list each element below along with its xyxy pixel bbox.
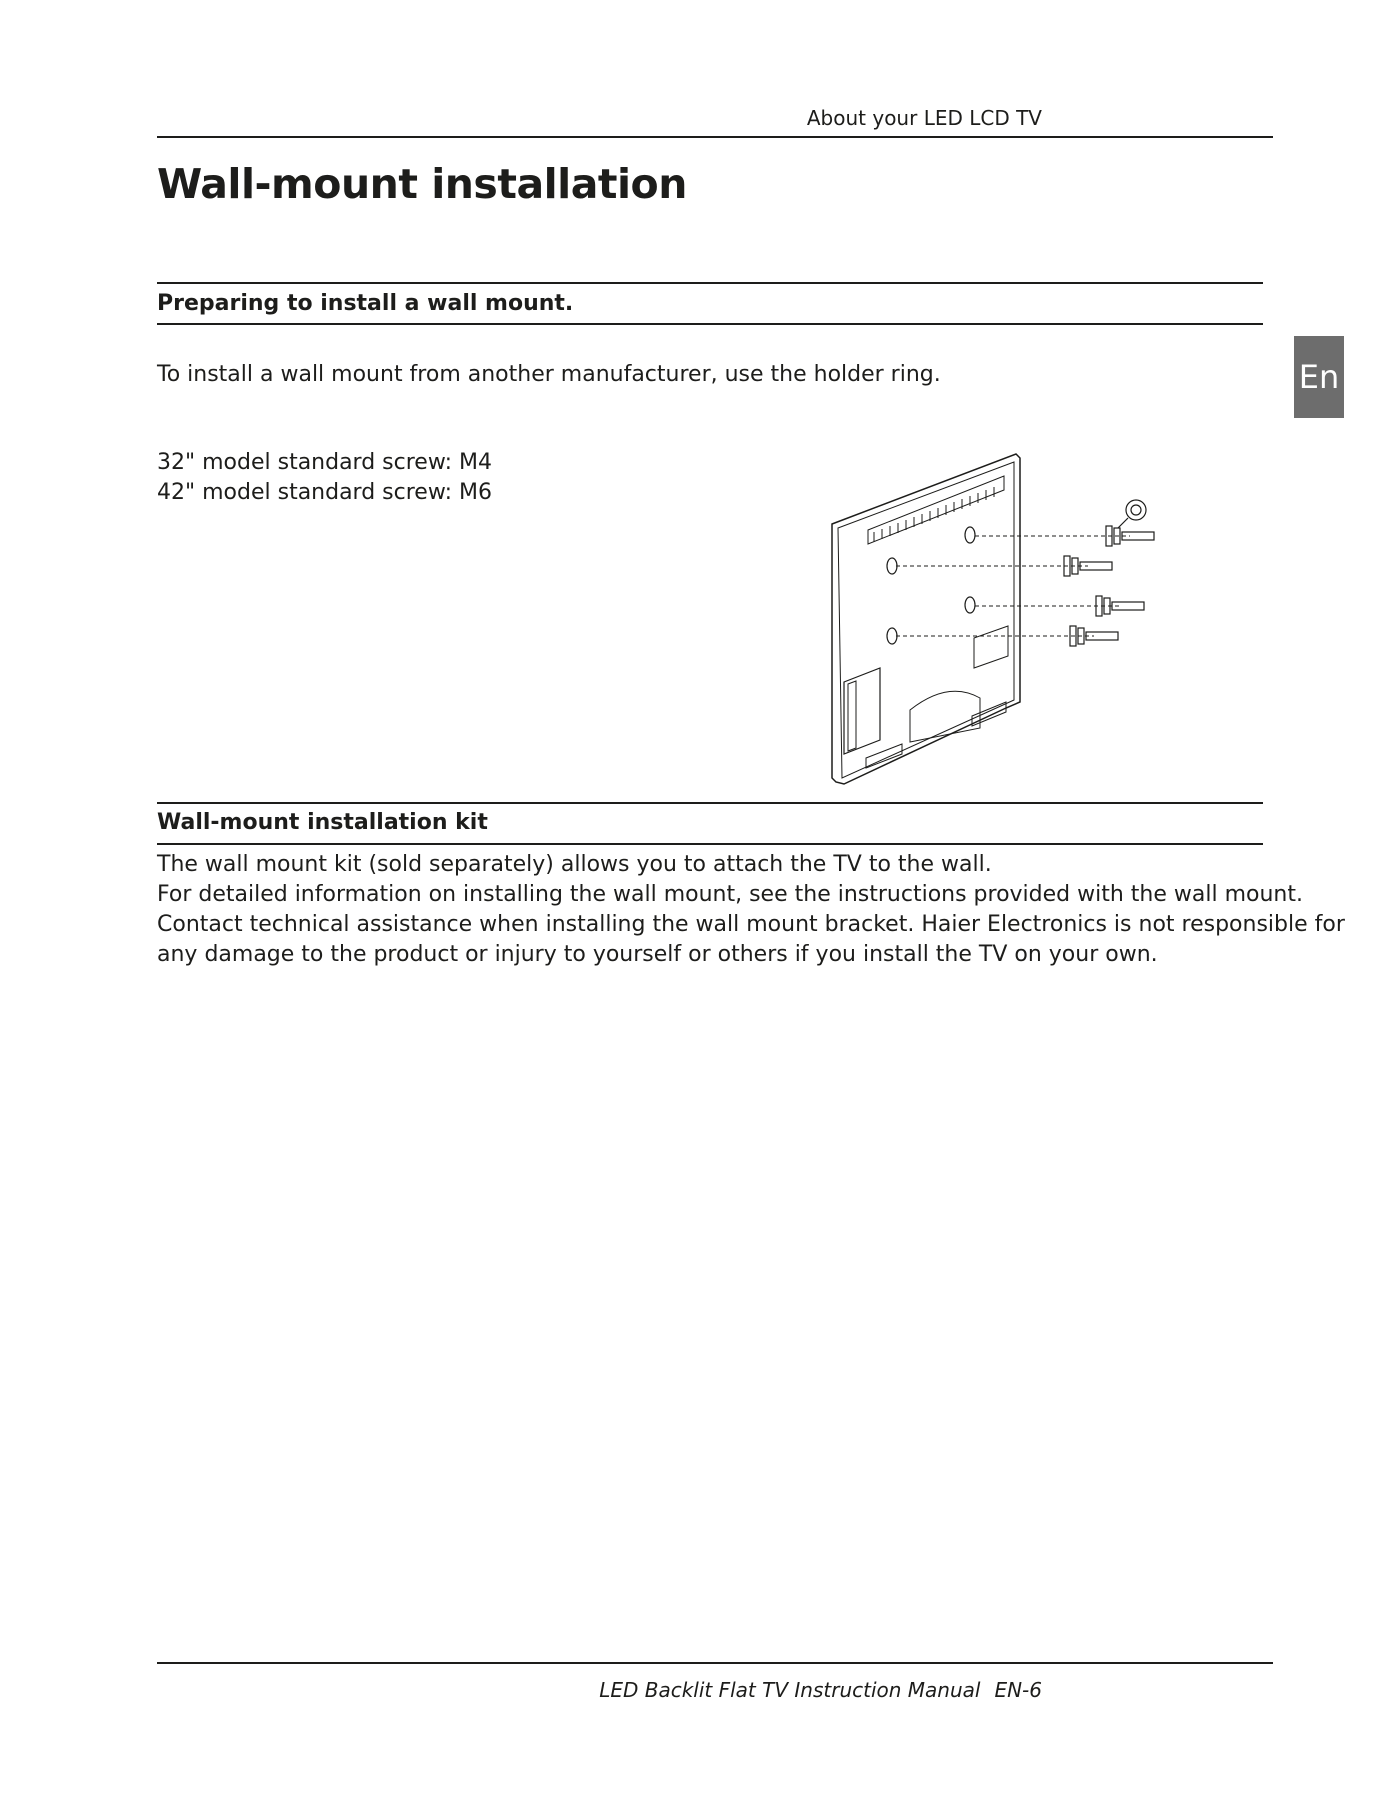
top-vent [868, 476, 1004, 544]
section-rule-top [157, 802, 1263, 804]
vesa-holes [887, 527, 975, 644]
section-rule-bottom [157, 843, 1263, 845]
screw-assembly [1064, 526, 1154, 646]
kit-line: For detailed information on installing the wall mount, see the instructions provided with the wall mount. [157, 882, 1303, 907]
prepare-instruction: To install a wall mount from another manufacturer, use the holder ring. [157, 362, 941, 387]
kit-line: any damage to the product or injury to yourself or others if you install the TV on your own. [157, 942, 1158, 967]
section-rule-top [157, 282, 1263, 284]
section-heading-kit: Wall-mount installation kit [157, 810, 488, 835]
language-tab[interactable]: En [1294, 336, 1344, 418]
side-connector-panel [844, 668, 880, 754]
page-title: Wall-mount installation [157, 160, 687, 208]
manual-title: LED Backlit Flat TV Instruction Manual [599, 1678, 981, 1702]
tv-wall-mount-illustration [830, 450, 1170, 790]
stand-mount-area [910, 691, 980, 742]
section-rule-bottom [157, 323, 1263, 325]
page-number: EN-6 [994, 1678, 1042, 1702]
screw-spec-32: 32" model standard screw: M4 [157, 450, 493, 475]
kit-line: The wall mount kit (sold separately) allows you to attach the TV to the wall. [157, 852, 992, 877]
tv-back-panel [832, 454, 1020, 784]
running-header: About your LED LCD TV [806, 106, 1042, 130]
page-footer [585, 1678, 1042, 1702]
kit-line: Contact technical assistance when installing the wall mount bracket. Haier Electronics is not responsible for [157, 912, 1345, 937]
footer-rule [157, 1662, 1273, 1664]
header-rule [157, 136, 1273, 138]
kit-paragraph [157, 850, 1345, 970]
screw-spec-42: 42" model standard screw: M6 [157, 480, 493, 505]
holder-ring-icon [1118, 500, 1146, 528]
section-heading-prepare: Preparing to install a wall mount. [157, 291, 574, 316]
alignment-lines [896, 536, 1130, 636]
